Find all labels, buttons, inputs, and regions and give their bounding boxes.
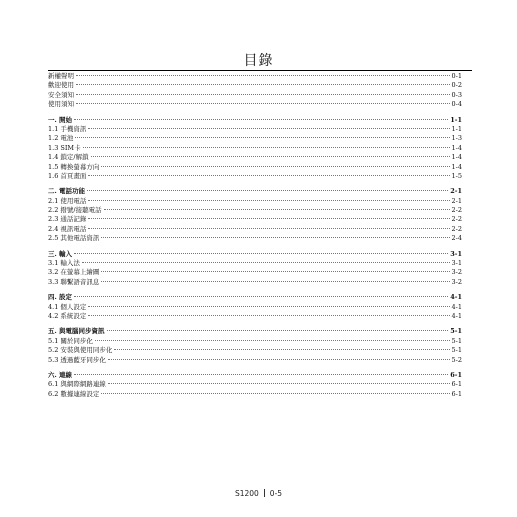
- toc-entry-label: 1.5 轉換螢幕方向: [48, 162, 100, 171]
- toc-entry-label: 使用須知: [48, 100, 74, 109]
- toc-entry-page: 1-1: [451, 124, 462, 133]
- toc-entry-label: 新權聲明: [48, 72, 74, 80]
- toc-entry-page: 6-1: [450, 370, 462, 379]
- dot-leader: [104, 209, 450, 210]
- dot-leader: [74, 374, 448, 375]
- toc-entry[interactable]: [48, 91, 462, 100]
- toc-entry-label: 3.2 在螢幕上繪圖: [48, 268, 100, 277]
- dot-leader: [74, 253, 448, 254]
- toc-entry-page: 6-1: [451, 389, 462, 398]
- dot-leader: [74, 296, 448, 297]
- toc-entry-page: 5-1: [451, 336, 462, 345]
- toc-entry-page: 6-1: [451, 380, 462, 389]
- toc-entry[interactable]: [48, 225, 462, 234]
- dot-leader: [88, 315, 449, 316]
- page-footer: [0, 489, 517, 498]
- toc-entry-label: 歡迎使用: [48, 81, 74, 90]
- toc-entry[interactable]: [48, 206, 462, 215]
- dot-leader: [114, 349, 449, 350]
- dot-leader: [101, 237, 449, 238]
- dot-leader: [76, 75, 450, 76]
- toc-entry[interactable]: [48, 134, 462, 143]
- toc-entry-label: 二. 電話功能: [48, 187, 86, 196]
- toc-entry-page: 1-4: [451, 162, 462, 171]
- toc-entry[interactable]: [48, 125, 462, 134]
- toc-entry-label: 6.1 與網際網路連線: [48, 380, 106, 389]
- toc-entry-page: 4-1: [451, 302, 462, 311]
- dot-leader: [88, 228, 449, 229]
- toc-entry[interactable]: [48, 172, 462, 181]
- dot-leader: [88, 128, 449, 129]
- toc-entry-page: 0-1: [451, 72, 462, 80]
- dot-leader: [101, 166, 449, 167]
- toc-entry-label: 5.3 透過藍牙同步化: [48, 355, 106, 364]
- toc-entry[interactable]: [48, 356, 462, 365]
- toc-entry-page: 1-1: [450, 115, 462, 124]
- toc-entry[interactable]: [48, 390, 462, 399]
- toc-entry-page: 2-2: [451, 215, 462, 224]
- toc-entry-label: 四. 設定: [48, 293, 73, 302]
- toc-entry[interactable]: [48, 312, 462, 321]
- toc-entry[interactable]: [48, 100, 462, 109]
- toc-chapter-entry[interactable]: [48, 187, 462, 196]
- toc-entry-page: 1-3: [451, 134, 462, 143]
- table-of-contents: [48, 72, 462, 399]
- dot-leader: [88, 200, 449, 201]
- toc-entry-label: 5.2 安裝與使用同步化: [48, 346, 113, 355]
- toc-entry-page: 1-4: [451, 153, 462, 162]
- toc-entry[interactable]: [48, 72, 462, 81]
- toc-entry-page: 2-1: [451, 196, 462, 205]
- dot-leader: [75, 137, 449, 138]
- toc-entry-label: 1.2 電池: [48, 134, 74, 143]
- toc-entry-page: 0-4: [451, 100, 462, 109]
- toc-entry[interactable]: [48, 153, 462, 162]
- toc-entry-label: 1.6 首頁畫面: [48, 171, 87, 180]
- toc-entry[interactable]: [48, 380, 462, 389]
- toc-entry[interactable]: [48, 346, 462, 355]
- toc-entry-page: 3-2: [451, 268, 462, 277]
- toc-chapter-entry[interactable]: [48, 293, 462, 302]
- dot-leader: [108, 383, 450, 384]
- toc-entry-label: 1.4 鎖定/解鎖: [48, 153, 89, 162]
- dot-leader: [87, 190, 448, 191]
- toc-entry-page: 2-2: [451, 224, 462, 233]
- toc-entry[interactable]: [48, 303, 462, 312]
- toc-entry-page: 0-3: [451, 90, 462, 99]
- toc-entry-label: 6.2 數據連線設定: [48, 389, 100, 398]
- toc-entry-page: 3-1: [450, 249, 462, 258]
- toc-entry-page: 1-4: [451, 143, 462, 152]
- toc-entry-label: 4.1 個人設定: [48, 302, 87, 311]
- toc-entry-page: 5-1: [451, 346, 462, 355]
- toc-entry-label: 1.1 手機資訊: [48, 124, 87, 133]
- dot-leader: [88, 175, 449, 176]
- toc-entry[interactable]: [48, 234, 462, 243]
- toc-entry[interactable]: [48, 259, 462, 268]
- toc-entry-label: 2.4 視訊電話: [48, 224, 87, 233]
- dot-leader: [74, 119, 448, 120]
- toc-entry-label: 安全須知: [48, 90, 74, 99]
- toc-entry-label: 一. 開始: [48, 115, 73, 124]
- toc-entry-label: 4.2 系統設定: [48, 311, 87, 320]
- toc-entry-label: 5.1 關於同步化: [48, 336, 93, 345]
- toc-entry-page: 3-2: [451, 277, 462, 286]
- dot-leader: [76, 84, 450, 85]
- dot-leader: [107, 330, 449, 331]
- page-title: 目錄: [243, 53, 274, 69]
- dot-leader: [101, 271, 449, 272]
- dot-leader: [101, 281, 449, 282]
- footer-separator: [264, 489, 265, 497]
- toc-chapter-entry[interactable]: [48, 250, 462, 259]
- toc-entry[interactable]: [48, 197, 462, 206]
- toc-entry-page: 4-1: [450, 293, 462, 302]
- toc-entry-page: 0-2: [451, 81, 462, 90]
- toc-entry-label: 2.5 其他電話資訊: [48, 234, 100, 243]
- toc-entry[interactable]: [48, 144, 462, 153]
- dot-leader: [101, 393, 449, 394]
- footer-model: S1200: [234, 489, 259, 498]
- dot-leader: [91, 156, 450, 157]
- dot-leader: [95, 340, 450, 341]
- toc-entry-page: 5-1: [450, 327, 462, 336]
- toc-entry-label: 3.1 輸入法: [48, 259, 80, 268]
- footer-page-number: 0-5: [269, 489, 283, 498]
- toc-chapter-entry[interactable]: [48, 116, 462, 125]
- toc-entry[interactable]: [48, 337, 462, 346]
- dot-leader: [76, 103, 450, 104]
- toc-entry-label: 五. 與電腦同步資訊: [48, 327, 105, 336]
- dot-leader: [108, 359, 450, 360]
- toc-entry-page: 2-2: [451, 206, 462, 215]
- toc-entry[interactable]: [48, 278, 462, 287]
- toc-entry-page: 2-4: [451, 234, 462, 243]
- toc-entry[interactable]: [48, 163, 462, 172]
- toc-entry[interactable]: [48, 268, 462, 277]
- toc-entry[interactable]: [48, 81, 462, 90]
- toc-entry-page: 1-5: [451, 171, 462, 180]
- toc-entry-label: 2.3 通話記錄: [48, 215, 87, 224]
- toc-entry[interactable]: [48, 215, 462, 224]
- toc-entry-page: 3-1: [451, 259, 462, 268]
- dot-leader: [88, 218, 449, 219]
- dot-leader: [82, 262, 450, 263]
- toc-entry-label: 2.1 使用電話: [48, 196, 87, 205]
- dot-leader: [88, 306, 449, 307]
- title-rule: [48, 70, 472, 71]
- toc-chapter-entry[interactable]: [48, 327, 462, 336]
- dot-leader: [83, 147, 450, 148]
- dot-leader: [76, 94, 450, 95]
- toc-entry-page: 4-1: [451, 311, 462, 320]
- toc-entry-page: 2-1: [450, 187, 462, 196]
- toc-entry-label: 六. 連線: [48, 370, 73, 379]
- toc-entry-label: 1.3 SIM卡: [48, 143, 81, 152]
- toc-entry-page: 5-2: [451, 355, 462, 364]
- toc-entry-label: 2.2 撥號/接聽電話: [48, 206, 102, 215]
- toc-chapter-entry[interactable]: [48, 371, 462, 380]
- toc-entry-label: 三. 輸入: [48, 249, 73, 258]
- toc-entry-label: 3.3 聯繫語音訊息: [48, 277, 100, 286]
